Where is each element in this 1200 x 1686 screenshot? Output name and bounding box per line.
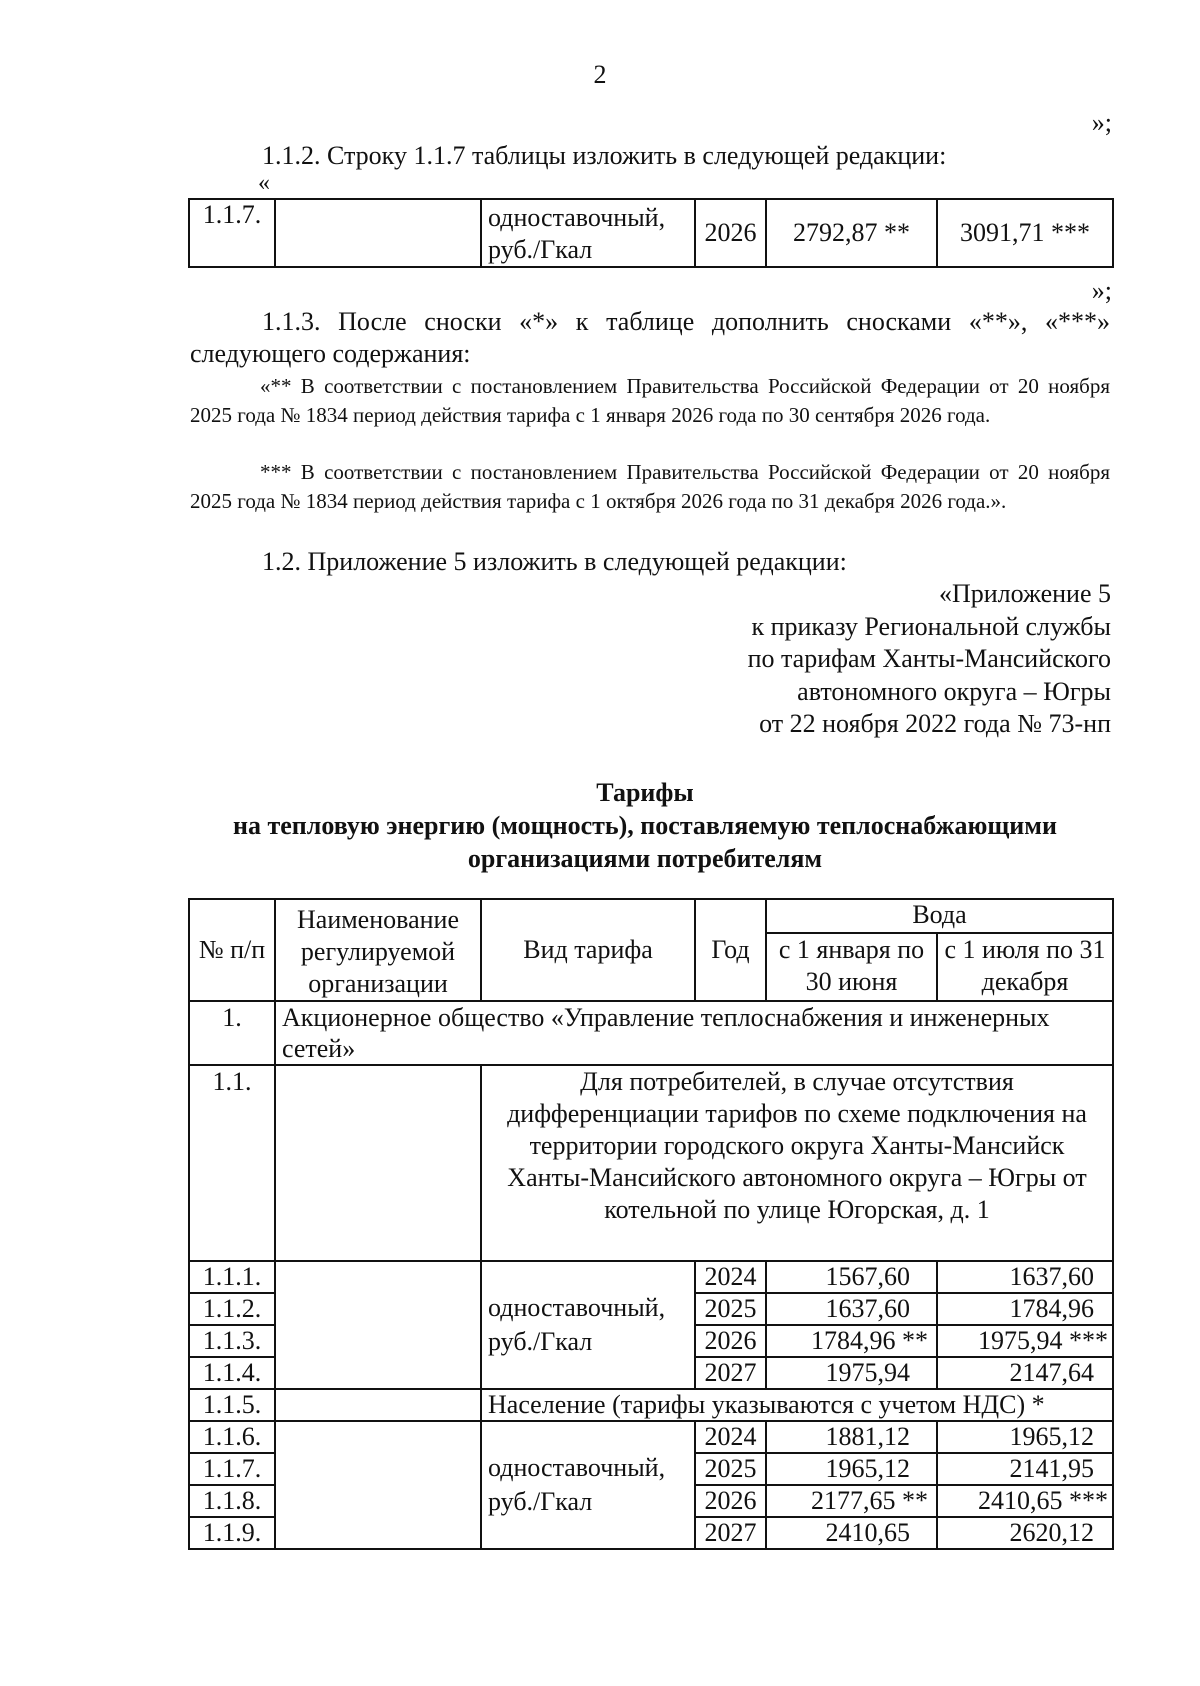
- group-description: Для потребителей, в случае отсутствия дифференциации тарифов по схеме подключения на территории городского округа Ханты-Мансийск Ханты-Мансийского автономного округа – Югры от котельной по улице Югорская, д. 1: [481, 1065, 1113, 1261]
- row-number: 1.1.4.: [189, 1357, 275, 1389]
- value-cell-1: 2792,87 **: [766, 199, 937, 267]
- year-cell: 2025: [695, 1293, 766, 1325]
- org-name-cell: [275, 1261, 481, 1389]
- tariff-table: [188, 898, 1114, 1550]
- org-row: [189, 1001, 1113, 1065]
- year-cell: 2024: [695, 1421, 766, 1453]
- row-number: 1.1.3.: [189, 1325, 275, 1357]
- row-number: 1.1.6.: [189, 1421, 275, 1453]
- row-number: 1.1.2.: [189, 1293, 275, 1325]
- title-line: организациями потребителям: [467, 844, 823, 873]
- row-number: 1.1.7.: [189, 199, 275, 267]
- year-cell: 2026: [695, 1325, 766, 1357]
- page-number: 2: [593, 60, 607, 89]
- value-cell-1: 1975,94: [766, 1357, 937, 1389]
- value-cell-2: 3091,71 ***: [937, 199, 1113, 267]
- org-name: Акционерное общество «Управление теплоснабжения и инженерных сетей»: [275, 1001, 1113, 1065]
- table-title: [150, 776, 1140, 875]
- item-1-2: 1.2. Приложение 5 изложить в следующей редакции:: [262, 547, 847, 576]
- value-cell-1: 1637,60: [766, 1293, 937, 1325]
- appendix-line: по тарифам Ханты-Мансийского: [747, 644, 1111, 673]
- header-period-1: с 1 января по 30 июня: [766, 933, 937, 1001]
- header-period-2: с 1 июля по 31 декабря: [937, 933, 1113, 1001]
- year-cell: 2024: [695, 1261, 766, 1293]
- row-number: 1.1.1.: [189, 1261, 275, 1293]
- year-cell: 2027: [695, 1517, 766, 1549]
- year-cell: 2027: [695, 1357, 766, 1389]
- tariff-type-cell: одноставочный, руб./Гкал: [481, 1261, 695, 1389]
- footnote-double-star: «** В соответствии с постановлением Правительства Российской Федерации от 20 ноября 2025 года № 1834 период действия тарифа с 1 января 2026 года по 30 сентября 2026 года.: [190, 374, 1110, 427]
- close-quote: »;: [1091, 276, 1112, 305]
- value-cell-1: 1567,60: [766, 1261, 937, 1293]
- table-row: [189, 1421, 1113, 1453]
- close-quote: »;: [1091, 108, 1112, 137]
- group-row: [189, 1065, 1113, 1261]
- value-cell-2: 2410,65 ***: [937, 1485, 1113, 1517]
- appendix-line: «Приложение 5: [938, 579, 1111, 608]
- table-row: [189, 199, 1113, 267]
- header-num: № п/п: [189, 899, 275, 1001]
- appendix-block: [748, 578, 1111, 741]
- value-cell-2: 1975,94 ***: [937, 1325, 1113, 1357]
- header-org: Наименование регулируемой организации: [275, 899, 481, 1001]
- value-cell-2: 2141,95: [937, 1453, 1113, 1485]
- population-description: Население (тарифы указываются с учетом НДС) *: [481, 1389, 1113, 1421]
- replacement-row-table: [188, 198, 1114, 268]
- title-line: Тарифы: [596, 778, 694, 807]
- row-number: 1.1.7.: [189, 1453, 275, 1485]
- org-name-cell: [275, 1389, 481, 1421]
- row-number: 1.1.5.: [189, 1389, 275, 1421]
- org-name-cell: [275, 1065, 481, 1261]
- value-cell-1: 1965,12: [766, 1453, 937, 1485]
- header-tariff-type: Вид тарифа: [481, 899, 695, 1001]
- value-cell-1: 2177,65 **: [766, 1485, 937, 1517]
- value-cell-2: 1784,96: [937, 1293, 1113, 1325]
- population-row: [189, 1389, 1113, 1421]
- header-row: [189, 899, 1113, 933]
- row-number: 1.1.8.: [189, 1485, 275, 1517]
- footnote-triple-star: *** В соответствии с постановлением Правительства Российской Федерации от 20 ноября 2025 года № 1834 период действия тарифа с 1 октября 2026 года по 31 декабря 2026 года.».: [190, 460, 1110, 513]
- title-line: на тепловую энергию (мощность), поставляемую теплоснабжающими: [233, 811, 1057, 840]
- year-cell: 2026: [695, 1485, 766, 1517]
- value-cell-1: 1881,12: [766, 1421, 937, 1453]
- table-row: [189, 1261, 1113, 1293]
- value-cell-1: 1784,96 **: [766, 1325, 937, 1357]
- appendix-line: автономного округа – Югры: [797, 676, 1111, 706]
- open-quote: «: [258, 170, 270, 196]
- row-number: 1.: [189, 1001, 275, 1065]
- year-cell: 2026: [695, 199, 766, 267]
- header-year: Год: [695, 899, 766, 1001]
- item-1-1-3: 1.1.3. После сноски «*» к таблице дополнить сносками «**», «***» следующего содержания:: [190, 307, 1110, 368]
- org-name-cell: [275, 199, 481, 267]
- value-cell-1: 2410,65: [766, 1517, 937, 1549]
- tariff-type-cell: одноставочный, руб./Гкал: [481, 1421, 695, 1549]
- header-water: Вода: [766, 899, 1113, 933]
- appendix-line: от 22 ноября 2022 года № 73-нп: [759, 709, 1111, 738]
- year-cell: 2025: [695, 1453, 766, 1485]
- appendix-line: к приказу Региональной службы: [751, 611, 1111, 641]
- tariff-type-cell: одноставочный, руб./Гкал: [481, 199, 695, 267]
- value-cell-2: 1637,60: [937, 1261, 1113, 1293]
- row-number: 1.1.9.: [189, 1517, 275, 1549]
- row-number: 1.1.: [189, 1065, 275, 1261]
- value-cell-2: 2147,64: [937, 1357, 1113, 1389]
- value-cell-2: 1965,12: [937, 1421, 1113, 1453]
- org-name-cell: [275, 1421, 481, 1549]
- item-1-1-2: 1.1.2. Строку 1.1.7 таблицы изложить в следующей редакции:: [262, 141, 947, 170]
- value-cell-2: 2620,12: [937, 1517, 1113, 1549]
